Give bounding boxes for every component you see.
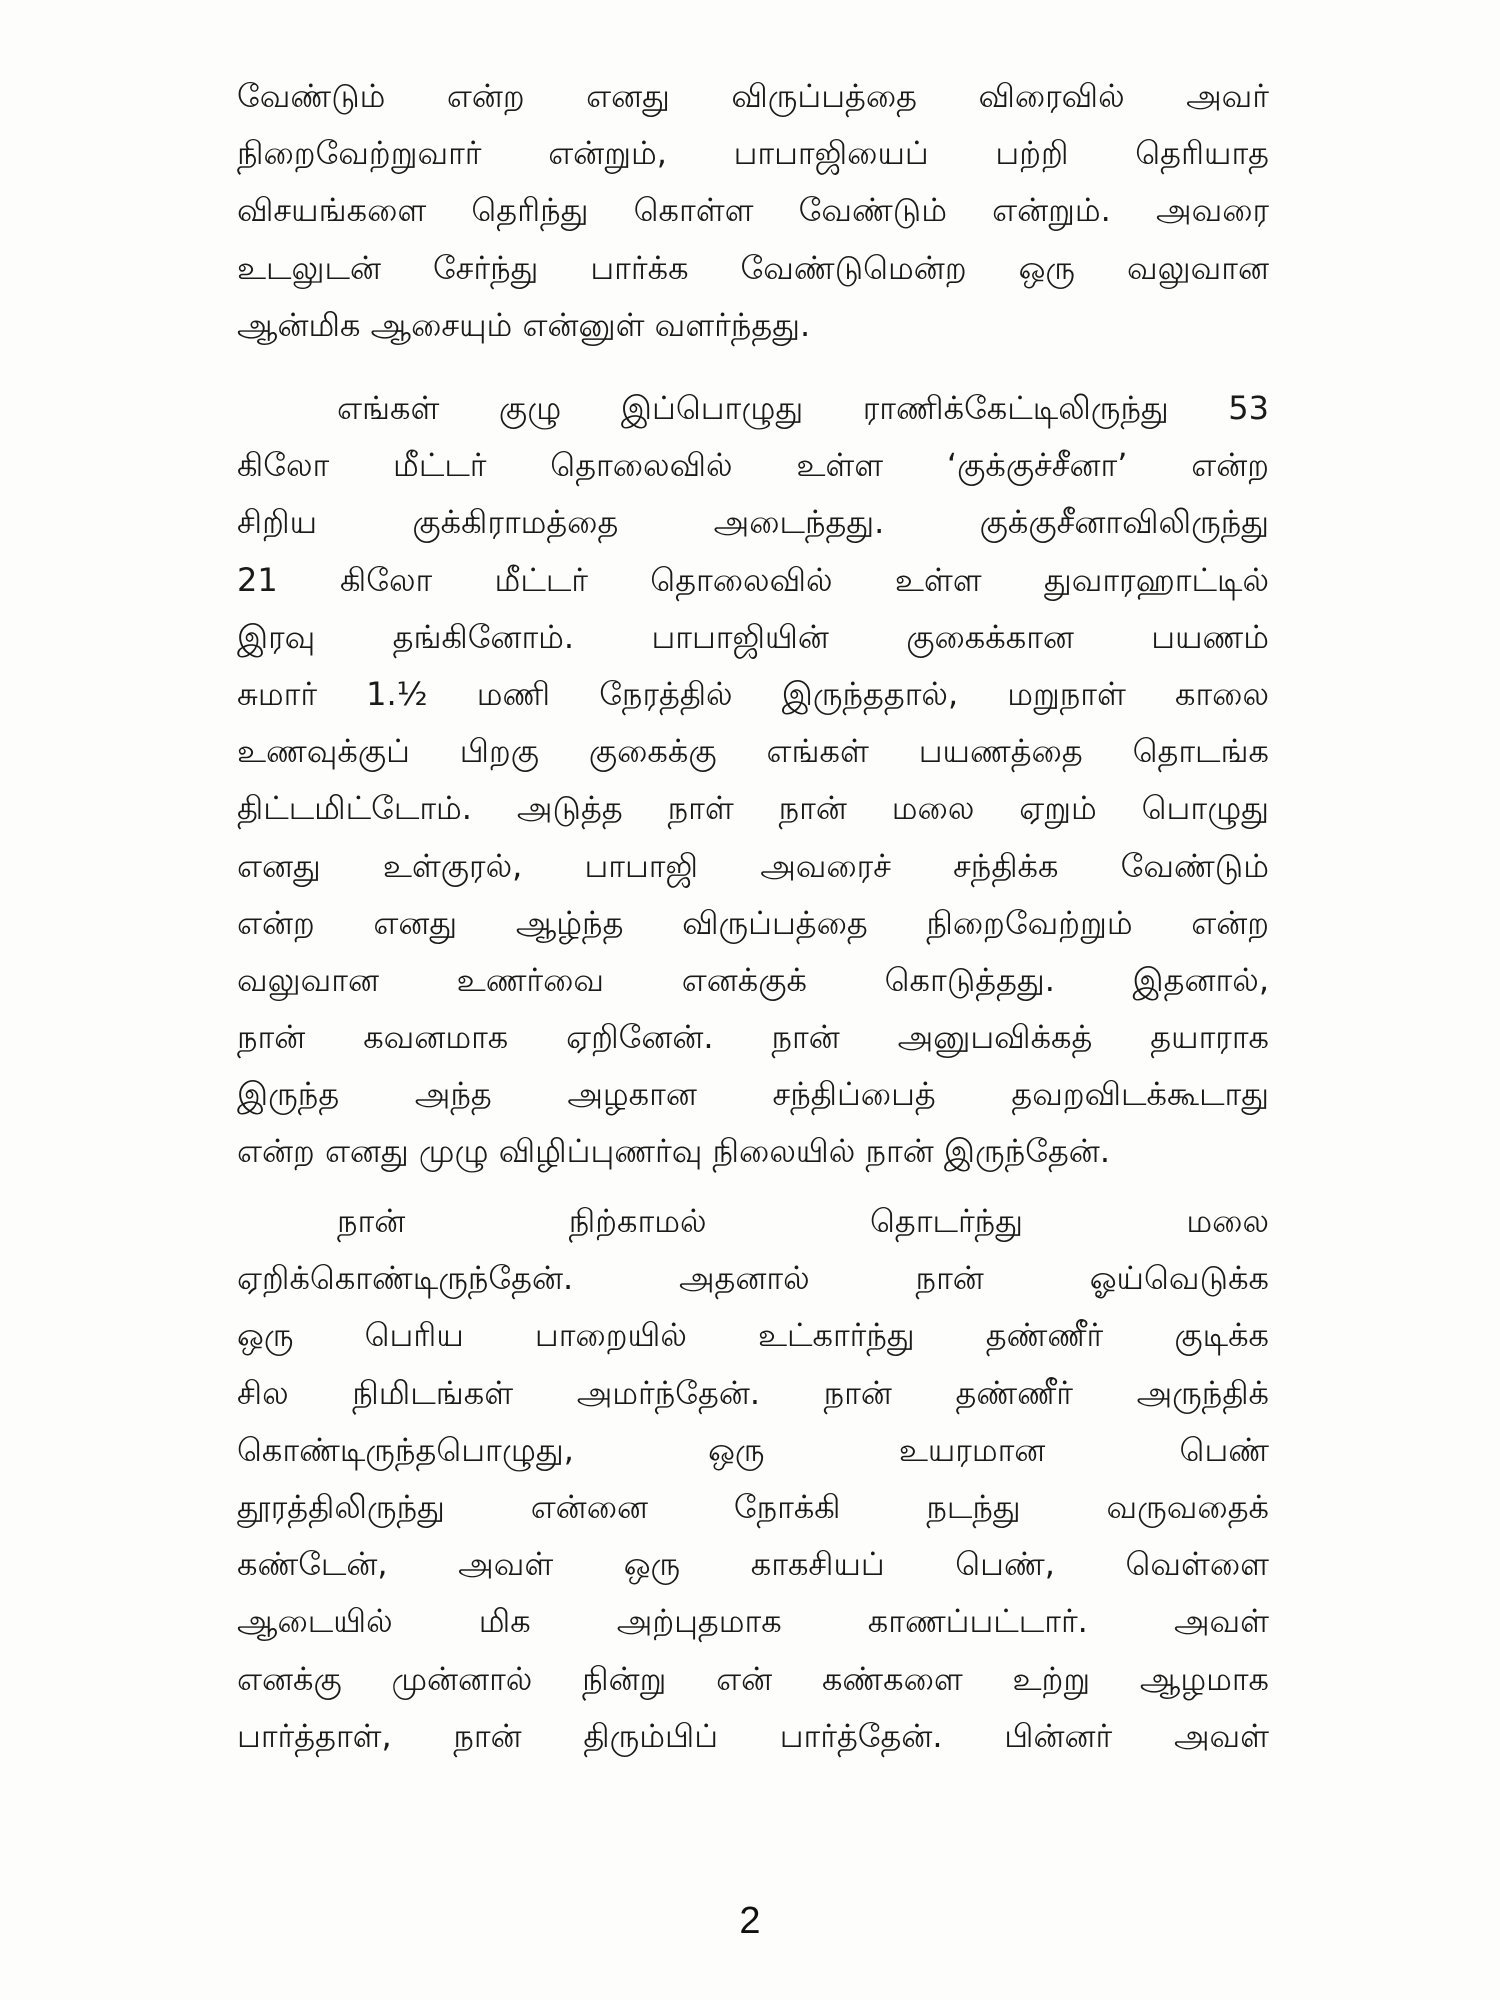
- paragraph-1: [237, 68, 1269, 354]
- text-line: சுமார் 1.½ மணி நேரத்தில் இருந்ததால், மறுநாள் காலை: [237, 674, 1269, 713]
- text-line: எனது உள்குரல், பாபாஜி அவரைச் சந்திக்க வேண்டும்: [237, 846, 1269, 885]
- text-line: கிலோ மீட்டர் தொலைவில் உள்ள ‘குக்குச்சீனா’ என்ற: [237, 446, 1269, 485]
- text-line: வேண்டும் என்ற எனது விருப்பத்தை விரைவில் அவர்: [237, 77, 1269, 115]
- text-line: உடலுடன் சேர்ந்து பார்க்க வேண்டுமென்ற ஒரு வலுவான: [237, 248, 1269, 287]
- text-line: சிறிய குக்கிராமத்தை அடைந்தது. குக்குசீனாவிலிருந்து: [237, 503, 1269, 542]
- text-line: ஆன்மிக ஆசையும் என்னுள் வளர்ந்தது.: [237, 305, 811, 344]
- page-number: 2: [739, 1900, 761, 1942]
- text-line: கொண்டிருந்தபொழுது, ஒரு உயரமான பெண்: [237, 1430, 1269, 1469]
- text-line: ஆடையில் மிக அற்புதமாக காணப்பட்டார். அவள்: [237, 1602, 1269, 1641]
- text-line: 21 கிலோ மீட்டர் தொலைவில் உள்ள துவாரஹாட்டில்: [237, 560, 1269, 599]
- text-line: எங்கள் குழு இப்பொழுது ராணிக்கேட்டிலிருந்து 53: [337, 389, 1269, 427]
- text-line: விசயங்களை தெரிந்து கொள்ள வேண்டும் என்றும். அவரை: [237, 191, 1269, 230]
- text-line: உணவுக்குப் பிறகு குகைக்கு எங்கள் பயணத்தை தொடங்க: [237, 732, 1269, 771]
- text-line: ஏறிக்கொண்டிருந்தேன். அதனால் நான் ஓய்வெடுக்க: [237, 1259, 1269, 1298]
- text-line: நான் கவனமாக ஏறினேன். நான் அனுபவிக்கத் தயாராக: [237, 1018, 1269, 1057]
- text-line: எனக்கு முன்னால் நின்று என் கண்களை உற்று ஆழமாக: [237, 1659, 1269, 1698]
- paragraph-2: [237, 380, 1269, 1181]
- text-line: கண்டேன், அவள் ஒரு காகசியப் பெண், வெள்ளை: [237, 1545, 1269, 1584]
- text-line: இருந்த அந்த அழகான சந்திப்பைத் தவறவிடக்கூடாது: [237, 1075, 1269, 1114]
- text-line: நிறைவேற்றுவார் என்றும், பாபாஜியைப் பற்றி தெரியாத: [237, 134, 1269, 173]
- text-line: ஒரு பெரிய பாறையில் உட்கார்ந்து தண்ணீர் குடிக்க: [237, 1316, 1269, 1355]
- text-line: என்ற எனது ஆழ்ந்த விருப்பத்தை நிறைவேற்றும் என்ற: [237, 903, 1269, 942]
- text-line: சில நிமிடங்கள் அமர்ந்தேன். நான் தண்ணீர் அருந்திக்: [237, 1373, 1269, 1412]
- text-line: வலுவான உணர்வை எனக்குக் கொடுத்தது. இதனால்,: [237, 960, 1269, 999]
- text-line: இரவு தங்கினோம். பாபாஜியின் குகைக்கான பயணம்: [237, 617, 1269, 656]
- text-line: திட்டமிட்டோம். அடுத்த நாள் நான் மலை ஏறும் பொழுது: [237, 789, 1269, 828]
- text-line: என்ற எனது முழு விழிப்புணர்வு நிலையில் நான் இருந்தேன்.: [237, 1132, 1110, 1171]
- text-line: நான் நிற்காமல் தொடர்ந்து மலை: [337, 1202, 1269, 1240]
- paragraph-3: [237, 1193, 1269, 1765]
- text-line: தூரத்திலிருந்து என்னை நோக்கி நடந்து வருவதைக்: [237, 1487, 1269, 1526]
- text-line: பார்த்தாள், நான் திரும்பிப் பார்த்தேன். பின்னர் அவள்: [237, 1716, 1269, 1755]
